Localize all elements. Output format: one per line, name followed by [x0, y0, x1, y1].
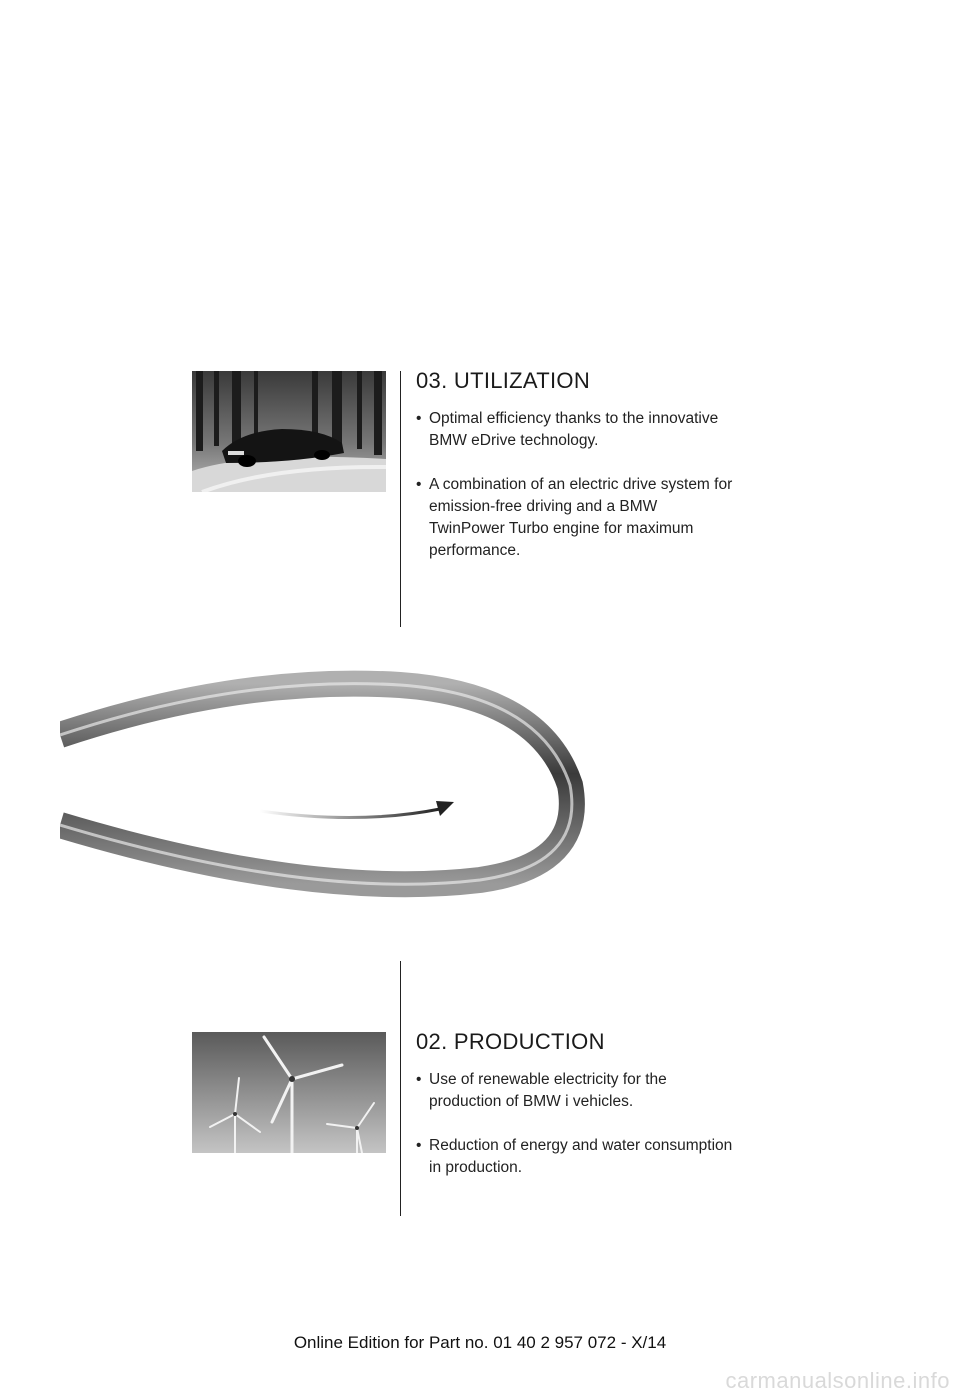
utilization-bullet-1 [416, 408, 736, 452]
bullet-dot: • [416, 410, 422, 427]
utilization-heading: 03. UTILIZATION [416, 368, 591, 393]
utilization-bullet-text: Optimal efficiency thanks to the innovative BMW eDrive technology. [429, 410, 719, 449]
wind-turbines-photo [192, 1032, 386, 1153]
production-bullet-text: Use of renewable electricity for the production of BMW i vehicles. [429, 1071, 667, 1110]
production-section [416, 1029, 736, 1201]
car-forest-photo [192, 371, 386, 492]
divider-line-utilization [400, 371, 401, 627]
production-bullet-2 [416, 1135, 736, 1179]
utilization-bullet-2 [416, 474, 736, 562]
utilization-bullet-text: A combination of an electric drive system for emission-free driving and a BMW TwinPower Turbo engine for maximum performance. [429, 476, 733, 559]
bullet-dot: • [416, 476, 422, 493]
production-bullet-text: Reduction of energy and water consumption in production. [429, 1137, 733, 1176]
utilization-section [416, 368, 736, 584]
production-heading: 02. PRODUCTION [416, 1029, 605, 1054]
bullet-dot: • [416, 1137, 422, 1154]
footer-edition: Online Edition for Part no. 01 40 2 957 072 - X/14 [293, 1333, 667, 1352]
lifecycle-loop-graphic [60, 665, 620, 935]
bullet-dot: • [416, 1071, 422, 1088]
divider-line-production [400, 961, 401, 1216]
production-bullet-1 [416, 1069, 736, 1113]
watermark: carmanualsonline.info [725, 1368, 950, 1393]
